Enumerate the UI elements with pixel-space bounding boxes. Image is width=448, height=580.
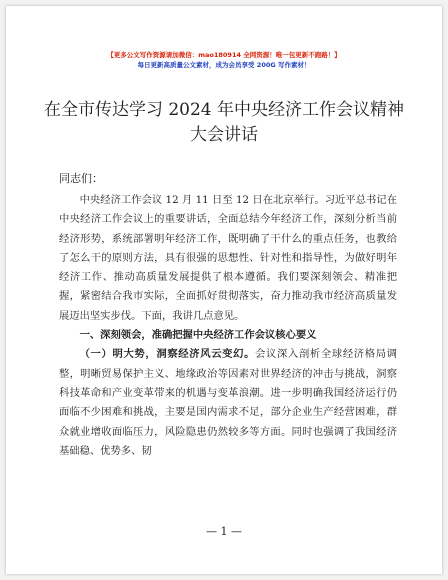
promo-banner xyxy=(6,50,442,70)
paragraph-subsection xyxy=(59,345,397,461)
section-heading xyxy=(59,326,397,345)
subsection-text: 会议深入剖析全球经济格局调整，明晰贸易保护主义、地缘政治等因素对世界经济的冲击与挑战，洞察科技革命和产业变革带来的机遇与变革浪潮。进一步明确我国经济运行仍面临不少困难和挑战，主要是国内需求不足，部分企业生产经营困难，群众就业增收面临压力，风险隐患仍然较多等方面。同时也强调了我国经济基础稳、优势多、韧 xyxy=(59,348,398,457)
page-number: — 1 — xyxy=(206,525,242,538)
subsection-heading: （一）明大势，洞察经济风云变幻。 xyxy=(79,348,256,361)
document-body xyxy=(59,191,397,461)
document-title: 在全市传达学习 2024 年中央经济工作会议精神大会讲话 xyxy=(43,100,405,145)
promo-line-1: 【更多公文写作资源请加微信：mao180914 全网资源！唯一包更新不跑路！】 xyxy=(107,51,341,59)
paragraph-intro: 中央经济工作会议 12 月 11 日至 12 日在北京举行。习近平总书记在中央经济工作会议上的重要讲话，全面总结今年经济工作，深刻分析当前经济形势，系统部署明年经济工作，既明确了干什么的重点任务，也教给了怎么干的原则方法，具有很强的思想性、针对性和指导性，为做好明年经济工作、推动高质量发展提供了根本遵循。我们要深刻领会、精准把握，紧密结合我市实际，全面抓好贯彻落实，奋力推动我市经济高质量发展迈出坚实步伐。下面，我讲几点意见。 xyxy=(59,194,397,322)
greeting: 同志们： xyxy=(59,172,103,185)
promo-line-2: 每日更新高质量公文素材，成为会员享受 200G 写作素材！ xyxy=(137,61,311,69)
document-page xyxy=(6,6,442,574)
section-heading-text: 一、深刻领会，准确把握中央经济工作会议核心要义 xyxy=(79,329,317,342)
